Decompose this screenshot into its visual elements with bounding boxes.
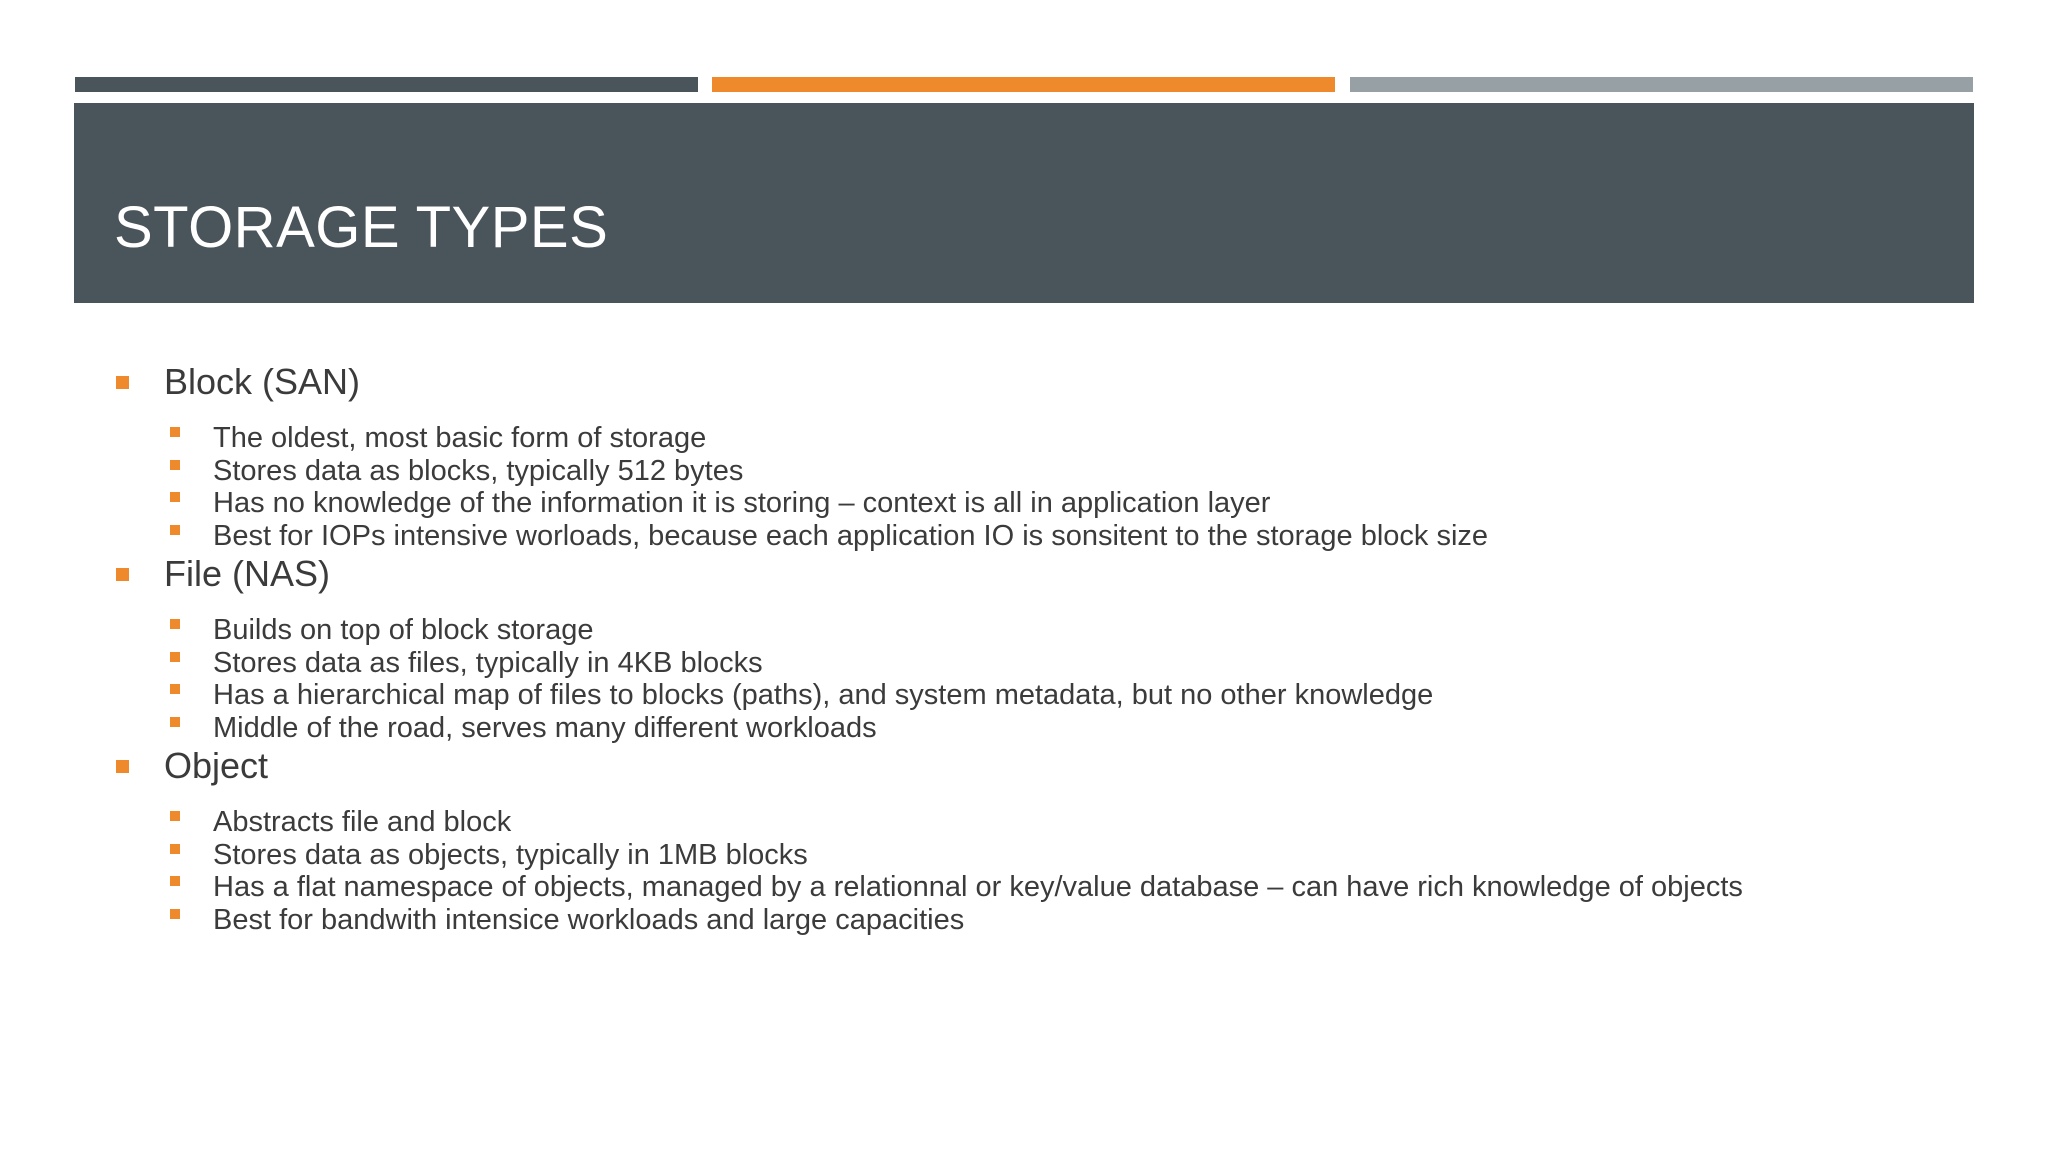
square-bullet-icon <box>170 811 180 821</box>
accent-bar-gray <box>1350 77 1973 92</box>
list-item <box>114 520 1974 553</box>
list-item-text: Builds on top of block storage <box>213 614 594 646</box>
list-item-text: Best for IOPs intensive worloads, because each application IO is sonsitent to the storage block size <box>213 519 1489 552</box>
square-bullet-icon <box>170 684 180 694</box>
list-item-text: Stores data as objects, typically in 1MB blocks <box>213 838 808 871</box>
list-item <box>114 679 1974 712</box>
sub-bullet-list <box>114 788 1974 936</box>
section-file-nas <box>114 552 1974 744</box>
sub-bullet-list <box>114 596 1974 744</box>
square-bullet-icon <box>170 492 180 502</box>
square-bullet-icon <box>116 376 129 389</box>
list-item-text: Abstracts file and block <box>213 806 512 838</box>
list-item-text: The oldest, most basic form of storage <box>213 422 707 454</box>
square-bullet-icon <box>170 619 180 629</box>
bullet-level1 <box>114 552 1974 596</box>
square-bullet-icon <box>170 909 180 919</box>
list-item-text: Middle of the road, serves many different workloads <box>213 711 877 744</box>
accent-bar-orange <box>712 77 1335 92</box>
section-object <box>114 744 1974 936</box>
bullet-level1 <box>114 360 1974 404</box>
section-block-san <box>114 360 1974 552</box>
sub-bullet-list <box>114 404 1974 552</box>
list-item-text: Has a hierarchical map of files to blocks (paths), and system metadata, but no other knowledge <box>213 679 1434 711</box>
square-bullet-icon <box>170 876 180 886</box>
section-heading: File (NAS) <box>164 553 331 594</box>
square-bullet-icon <box>116 568 129 581</box>
section-heading: Object <box>164 745 269 786</box>
list-item-text: Best for bandwith intensice workloads and large capacities <box>213 903 965 936</box>
square-bullet-icon <box>170 460 180 470</box>
square-bullet-icon <box>170 844 180 854</box>
list-item <box>114 422 1974 455</box>
list-item <box>114 871 1974 904</box>
list-item <box>114 647 1974 680</box>
section-heading: Block (SAN) <box>164 361 361 402</box>
list-item <box>114 839 1974 872</box>
list-item <box>114 455 1974 488</box>
list-item-text: Has no knowledge of the information it is storing – context is all in application layer <box>213 487 1271 519</box>
square-bullet-icon <box>170 427 180 437</box>
list-item-text: Has a flat namespace of objects, managed by a relationnal or key/value database – can have rich knowledge of objects <box>213 871 1743 903</box>
square-bullet-icon <box>170 717 180 727</box>
square-bullet-icon <box>116 760 129 773</box>
title-banner <box>74 103 1974 303</box>
list-item <box>114 614 1974 647</box>
slide-title: STORAGE TYPES <box>114 195 609 260</box>
list-item <box>114 487 1974 520</box>
list-item <box>114 712 1974 745</box>
bullet-level1 <box>114 744 1974 788</box>
square-bullet-icon <box>170 525 180 535</box>
square-bullet-icon <box>170 652 180 662</box>
accent-bar-dark <box>75 77 698 92</box>
list-item-text: Stores data as blocks, typically 512 bytes <box>213 454 744 487</box>
list-item <box>114 904 1974 937</box>
list-item-text: Stores data as files, typically in 4KB blocks <box>213 646 763 679</box>
bullet-content <box>114 360 1974 936</box>
list-item <box>114 806 1974 839</box>
